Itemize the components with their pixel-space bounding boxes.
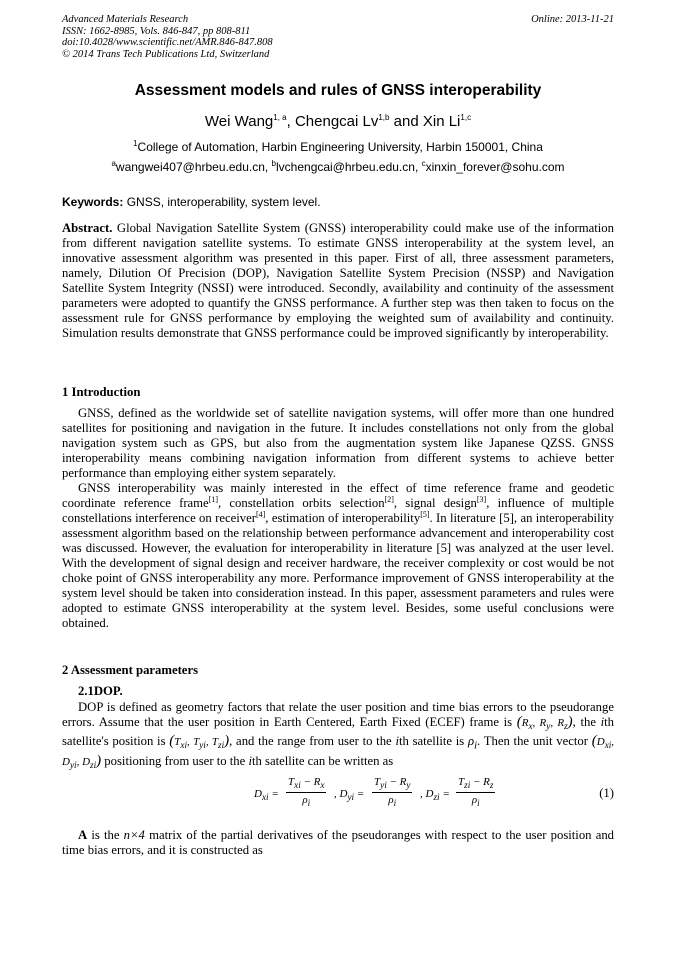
journal-name: Advanced Materials Research [62,14,189,25]
copyright-line: © 2014 Trans Tech Publications Ltd, Switzerland [62,48,270,60]
author-name: Wei Wang [204,113,274,130]
index-i: i [395,734,399,749]
author-sup: 1,c [460,113,472,122]
email-link[interactable]: wangwei407@hrbeu.edu.cn [115,160,265,174]
citation-link[interactable]: [5] [420,509,430,519]
doi-line: doi:10.4028/www.scientific.net/AMR.846-847.808 [62,37,273,48]
text-run: , signal design [393,496,477,510]
citation-link[interactable]: [2] [384,494,394,504]
issn-line: ISSN: 1662-8985, Vols. 846-847, pp 808-811 [62,25,251,37]
email-sup: a [111,159,116,168]
subsection-heading-dop: 2.1DOP. [78,684,123,698]
affiliation [62,140,614,154]
text-run: . Then the unit vector [477,734,588,749]
text-run: , the [572,715,596,729]
affiliation-text: College of Automation, Harbin Engineering University, Harbin 150001, China [137,140,543,154]
text-run: positioning from user to the [104,753,246,768]
running-header [62,14,273,60]
section-heading-introduction: 1 Introduction [62,385,141,399]
eq-lhs-dz: , $D_{zi}$ = [420,788,450,803]
equation-1 [62,774,614,818]
eq-fraction-z: $T_{zi} - R_z$ $\rho_i$ [458,776,494,809]
dop-paragraph [62,700,614,773]
matrix-dimension: n×4 [123,828,145,842]
text-run: . In literature [5], an interoperability assessment algorithm based on the relationship between performance advancement and interoperability cost was discussed. However, the evaluation for interoperability in literature [5] was analyzed at the user level. With the development of signal design and receiver hardware, the receiver complexity or cost would be not choke point of GNSS interoperability any more. Performance improvement of GNSS interoperability at the system level should be taken into consideration instead. In this paper, assessment parameters and rules were adopted to estimate GNSS interoperability at the system level. Besides, some useful conclusions were obtained. [62,511,615,630]
text-run: th satellite's position is [62,715,615,749]
text-run: , estimation of interoperability [265,511,421,525]
text-run: is the [91,828,120,842]
text-run: DOP is defined as geometry factors that relate the user position and time bias errors to the pseudorange errors. Assume that the user position in Earth Centered, Earth Fixed (ECEF) frame is [62,700,614,729]
text-run: th satellite is [398,734,465,749]
author-list: Wei Wang$^{1, a}$, Chengcai Lv$^{1,b}$ and Xin Li$^{1,c}$ [204,113,472,130]
text-run: , influence of multiple constellations interference on receiver [62,496,615,525]
eq-fraction-y: $T_{yi} - R_y$ $\rho_i$ [374,776,411,809]
keywords [62,195,614,209]
eq-fraction-x: $T_{xi} - R_x$ $\rho_i$ [288,776,325,809]
author-sup: 1,b [378,113,390,122]
citation-link[interactable]: [1] [208,494,219,504]
email-sup: b [271,159,276,168]
author-name: Chengcai Lv [294,113,379,130]
text-run: matrix of the partial derivatives of the pseudoranges with respect to the user position and time bias errors, and it is constructed as [62,828,615,857]
citation-link[interactable]: [3] [476,494,487,504]
text-run: , and the range from user to the [229,734,392,749]
matrix-a-description [62,828,614,858]
text-run: , constellation orbits selection [218,496,385,510]
text-run: GNSS interoperability was mainly interested in the effect of time reference frame and geodetic coordinate reference frame [62,481,614,510]
eq-lhs-dx: $D_{xi}$ = [254,788,279,803]
intro-paragraph-2 [62,481,614,631]
section-heading-assessment: 2 Assessment parameters [62,663,199,677]
matrix-symbol: A [78,828,88,842]
email-link[interactable]: xinxin_forever@sohu.com [425,160,565,174]
matrix-paragraph [62,828,614,858]
keywords-text: GNSS, interoperability, system level. [126,195,321,209]
index-i: i [248,753,252,768]
dop-body [62,700,614,773]
abstract-label: Abstract. [62,221,113,235]
index-i: i [600,715,605,729]
email-link[interactable]: lvchengcai@hrbeu.edu.cn [276,160,415,174]
eq-lhs-dy: , $D_{yi}$ = [334,788,365,803]
keywords-label: Keywords: [62,195,124,209]
email-sup: c [421,159,426,168]
introduction-body [62,406,614,631]
abstract-text: Global Navigation Satellite System (GNSS) interoperability could make use of the information from different navigation satellite systems. To estimate GNSS interoperability at the system level, an innovative assessment algorithm was presented in this paper. First of all, three assessment parameters, namely, Dilution Of Precision (DOP), Navigation Satellite System Precision (NSSP) and Navigation Satellite System Integrity (NSSI) were introduced. Secondly, availability and continuity of the assessment parameters were adopted to quantify the GNSS performance. A further step was then taken to focus on the assessment rule for GNSS performance by employing the weighted sum of availability and continuity. Simulation results demonstrate that GNSS performance could be improved significantly by interoperability. [62,221,614,340]
author-sup: 1, a [273,113,287,122]
equation-number: (1) [599,786,614,800]
unit-vector: ($D_{xi}$, $D_{yi}$, $D_{zi}$) [62,733,615,770]
author-name: Xin Li [422,113,461,130]
paper-title: Assessment models and rules of GNSS interoperability [134,82,542,99]
intro-paragraph-1: GNSS, defined as the worldwide set of satellite navigation systems, will offer more than one hundred satellites for positioning and navigation in the future. It includes constellations not only from the global navigation system such as GPS, but also from the augmentation system like Japanese QZSS. GNSS interoperability means combining navigation information from different systems to achieve better performance than employing either system separately. [62,406,614,480]
affiliation-sup: 1 [133,139,138,148]
email-list: $^a$wangwei407@hrbeu.edu.cn, $^b$lvchengcai@hrbeu.edu.cn, $^c$xinxin_forever@sohu.com [111,159,565,174]
citation-link[interactable]: [4] [255,509,266,519]
text-run: th satellite can be written as [251,753,394,768]
online-date: Online: 2013-11-21 [531,14,614,25]
abstract [62,221,614,341]
range-rho: $\rho_i$ [468,734,478,752]
user-position-vector: ($R_x$, $R_y$, $R_z$) [516,714,573,732]
satellite-position-vector: ($T_{xi}$, $T_{yi}$, $T_{zi}$) [169,733,230,751]
